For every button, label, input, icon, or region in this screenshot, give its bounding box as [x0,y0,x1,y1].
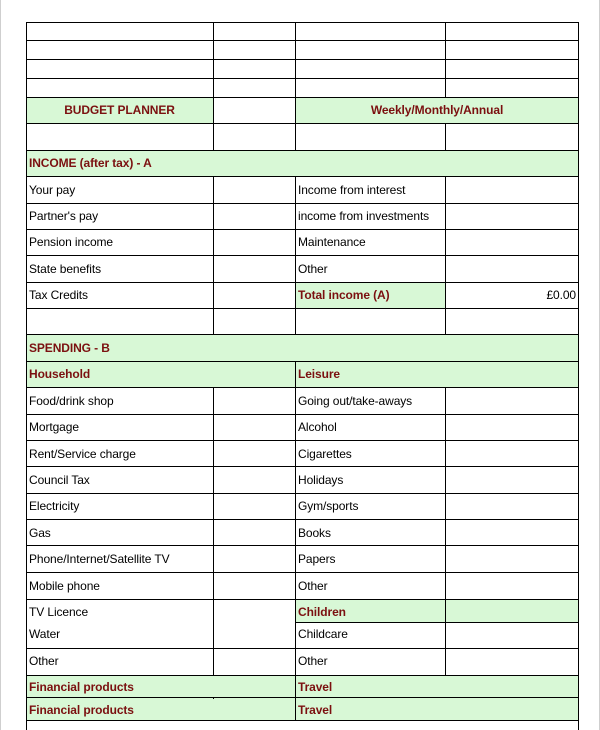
grid-line [26,361,579,362]
income-item-other: Other [298,262,328,276]
household-item: Council Tax [29,473,90,487]
grid-line [445,176,446,334]
grid-line [26,203,579,204]
grid-line [26,440,579,441]
children-header: Children [298,605,346,619]
grid-line [26,675,579,676]
grid-line [26,648,579,649]
grid-line [26,150,579,151]
income-item-investments: income from investments [298,209,430,223]
grid-line [26,255,579,256]
grid-line [26,59,579,60]
grid-line [295,622,579,623]
household-item: Phone/Internet/Satellite TV [29,552,170,566]
grid-line [295,361,296,675]
income-section-header: INCOME (after tax) - A [29,156,152,170]
leisure-item: Alcohol [298,420,337,434]
household-item: Food/drink shop [29,394,114,408]
financial-products-header: Financial products [29,680,134,694]
grid-line [26,308,579,309]
travel-header: Travel [298,703,333,717]
spending-section-header: SPENDING - B [29,341,110,355]
grid-line [26,97,579,98]
income-item-interest: Income from interest [298,183,406,197]
grid-line [26,519,579,520]
grid-line [26,78,579,79]
budget-planner-title: BUDGET PLANNER [64,103,175,117]
grid-line [26,697,579,698]
grid-line [26,545,579,546]
grid-line [26,334,579,335]
leisure-item: Holidays [298,473,344,487]
grid-line [213,22,214,150]
grid-line [445,22,446,97]
household-item: Electricity [29,499,80,513]
grid-line [213,697,214,699]
income-item-tax-credits: Tax Credits [29,288,88,302]
grid-line [213,387,214,675]
grid-line [26,22,579,23]
grid-line [26,466,579,467]
household-item: Gas [29,526,51,540]
total-income-value: £0.00 [546,288,576,302]
income-item-your-pay: Your pay [29,183,76,197]
grid-line [26,22,27,730]
leisure-item: Gym/sports [298,499,359,513]
income-item-pension: Pension income [29,235,113,249]
leisure-header: Leisure [298,367,340,381]
grid-line [26,493,579,494]
budget-sheet [26,22,579,730]
travel-header: Travel [298,680,333,694]
leisure-item: Books [298,526,331,540]
grid-line [26,176,579,177]
financial-products-header: Financial products [29,703,134,717]
total-income-label: Total income (A) [298,288,390,302]
leisure-item: Papers [298,552,336,566]
household-item: TV Licence [29,605,89,619]
income-item-state-benefits: State benefits [29,262,101,276]
grid-line [26,387,579,388]
grid-line [295,22,296,150]
grid-line [26,720,579,721]
grid-line [295,675,296,720]
household-item: Water [29,627,61,641]
household-item: Mobile phone [29,579,100,593]
grid-line [445,387,446,675]
grid-line [213,176,214,334]
household-header: Household [29,367,91,381]
grid-line [26,572,579,573]
leisure-item: Other [298,579,328,593]
grid-line [26,414,579,415]
children-item: Childcare [298,627,348,641]
income-item-maintenance: Maintenance [298,235,366,249]
household-item: Other [29,654,59,668]
children-item: Other [298,654,328,668]
grid-line [578,22,579,730]
grid-line [26,229,579,230]
leisure-item: Going out/take-aways [298,394,413,408]
period-heading: Weekly/Monthly/Annual [370,103,504,117]
household-item: Rent/Service charge [29,447,136,461]
grid-line [26,40,579,41]
household-item: Mortgage [29,420,79,434]
grid-line [26,599,579,600]
grid-line [26,123,579,124]
income-item-partners-pay: Partner's pay [29,209,99,223]
leisure-item: Cigarettes [298,447,352,461]
grid-line [26,282,579,283]
grid-line [295,176,296,334]
grid-line [445,123,446,150]
